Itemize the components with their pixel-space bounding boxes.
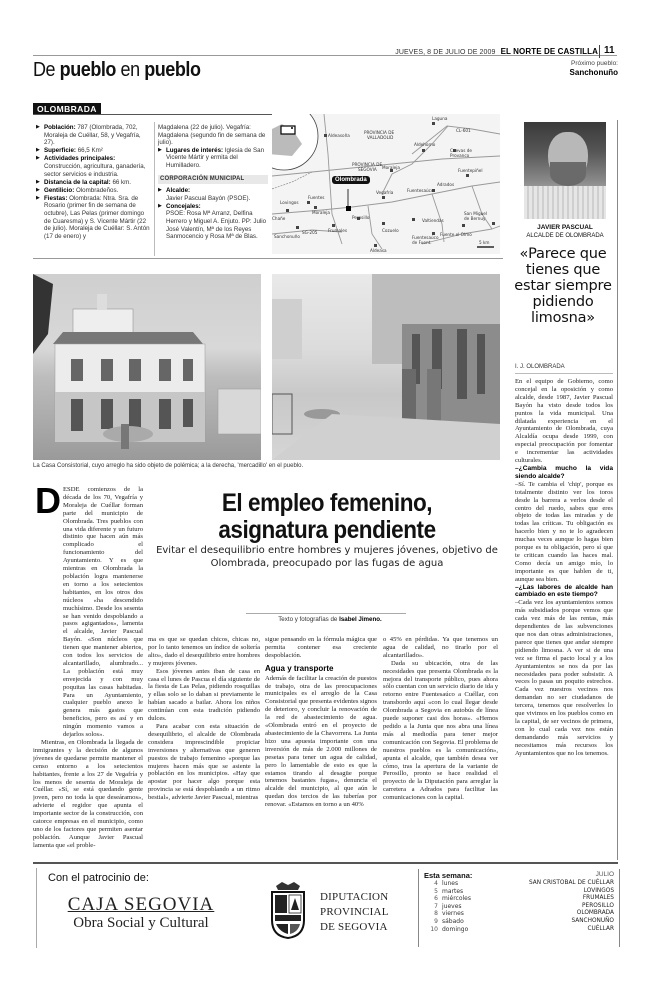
fact-continuation: Magdalena (22 de julio). Vegafría: Magdalena (segundo fin de semana de julio). (158, 124, 266, 147)
svg-text:Fuentepiñel: Fuentepiñel (458, 168, 483, 173)
svg-text:Valtiendas: Valtiendas (422, 218, 444, 223)
svg-text:San Miguel: San Miguel (464, 211, 488, 216)
schedule-row: 5 martes LOVINGOS (434, 887, 614, 895)
schedule-row: 8 viernes OLOMBRADA (434, 910, 614, 918)
corp-item: ▶ Alcalde: Javier Pascual Bayón (PSOE). (158, 187, 268, 202)
interview-question: –¿Las labores de alcalde han cambiado en este tiempo? (515, 583, 613, 599)
article-paragraph: sigue pensando en la fórmula mágica que permita contener esa creciente despoblación. (265, 636, 377, 659)
svg-text:Cuevas de: Cuevas de (450, 148, 472, 153)
svg-text:de Fuent.: de Fuent. (412, 240, 432, 245)
facts-bottom-rule (33, 258, 503, 259)
interview-intro: En el equipo de Gobierno, como concejal en la oposición y como alcalde, desde 1987, Javier Pascual Bayón ha visto desde todos los puntos la vida municipal. Una dilatada experiencia en el Ayuntamiento de Olombrada, cuya Alcaldía ocupa desde 1999, con especial preocupación por fomentar e incrementar las actividades culturales. (515, 378, 613, 465)
headline-line: El empleo femenino, (221, 489, 433, 517)
byline-prefix: Texto y fotografías de (278, 616, 338, 623)
schedule-row: 9 sábado SANCHONUÑO (434, 917, 614, 925)
svg-text:Moraleja: Moraleja (312, 210, 330, 215)
photo-caption: La Casa Consistorial, cuyo arreglo ha sido objeto de polémica; a la derecha, 'mercadillo' en el pueblo. (33, 463, 304, 469)
section-word: en (120, 59, 140, 81)
dateline (395, 47, 598, 56)
next-town (570, 59, 618, 77)
interview-answer: –Sí. Te cambia el 'chip', porque es totalmente distinto ver los toros desde la barrera a verlos desde el centro del ruedo, sabes que eres objeto de todas las miradas y de todas las críticas. Tu obligación es hacerlo bien y no te lo agradecen muchas veces aunque lo hagas bien porque es tu obligación, pero sí que te critican cuando las haces mal. Como decía un amigo mío, lo importante es que hablen de ti, aunque sea bien. (515, 480, 613, 583)
svg-text:Vegafría: Vegafría (376, 190, 394, 195)
facts-column-1 (36, 124, 152, 241)
schedule-row: 6 miércoles FRUMALES (434, 895, 614, 903)
fact-item: ▶ Distancia de la capital: 66 km. (36, 179, 152, 187)
svg-text:Cozuelo: Cozuelo (382, 228, 399, 233)
schedule-title: Esta semana: (424, 871, 473, 880)
svg-text:Fuentes: Fuentes (308, 195, 325, 200)
article-column-1 (33, 480, 143, 858)
town-tag: OLOMBRADA (33, 103, 101, 115)
dipu-line: DIPUTACION (320, 891, 389, 903)
svg-text:PROVINCIA DE: PROVINCIA DE (364, 130, 395, 135)
portrait-caption (524, 224, 606, 240)
svg-text:Adrados: Adrados (437, 182, 455, 187)
dipu-line: DE SEGOVIA (320, 921, 388, 933)
section-title (33, 59, 200, 82)
svg-text:Aldehorno: Aldehorno (414, 142, 436, 147)
article-subhead: Agua y transporte (265, 663, 334, 673)
article-paragraph: ESDE comienzos de la década de los 70, Vegafría y Moraleja de Cuéllar forman parte del municipio de Olombrada. Tres pueblos con una vida diferente y un futuro distinto que hacen aún más complicado el funcionamiento del Ayuntamiento. Y es que mientras en Olombrada la población logra mantenerse en torno a los setecientos habitantes, en los otros dos núcleos «ha descendido muchísimo. Desde los sesenta se han venido despoblando a pasos agigantados», lamenta el alcalde, Javier Pascual Bayón. «Son núcleos que tienen que mantener abiertos, con todos los servicios de alcantarillado, alumbrado... La población está muy envejecida y con muy poquitas las casas habitadas. Para un Ayuntamiento, cualquier pueblo anexo le genera más gastos que beneficios, pero es así y en ningún momento vamos a dejarlos solos». (63, 486, 143, 739)
headline-line: asignatura pendiente (218, 516, 436, 544)
byline-name: Isabel Jimeno. (339, 616, 382, 623)
location-map (272, 114, 500, 254)
dipu-line: PROVINCIAL (320, 906, 389, 918)
article-column-4 (383, 636, 498, 858)
sponsor-title: Con el patrocinio de: (48, 872, 149, 884)
caja-name: CAJA SEGOVIA (67, 894, 215, 915)
article-paragraph: Dada su ubicación, otra de las necesidades que presenta Olombrada es la mejora del transporte público, pues ahora sólo cuentan con un servicio diario de ida y retorno entre Fuentesaúco a Cuéllar, con transbordo aquí «con lo cual llegar desde Olombrada a Segovia en autobús de línea puede suponer casi dos horas». «Hemos pedido a la Junta que nos abra una línea más al mediodía para tener mejor comunicación con Segovia. El problema de nuestros pueblos es la comunicación», apunta el alcalde, que también desea ver cómo, tras la apertura de la variante de Perosillo, pronto se hace realidad el proyecto de la Diputación para arreglar la carretera a Adrados para facilitar las comunicaciones con la capital. (383, 659, 498, 802)
svg-text:Frumales: Frumales (328, 228, 348, 233)
article-paragraph: Esos jóvenes antes iban de casa en casa el lunes de Pascua el día siguiente de la fiesta de Las Pelas, pidiendo rosquillas y ellas solo se lo daban si previamente le habían sacado a bailar. Ahora los niños continúan con esta tradición pidiendo dulces. (148, 667, 260, 723)
svg-text:Fuentesaúco: Fuentesaúco (407, 188, 434, 193)
article-paragraph: o 45% en pérdidas. Ya que tenemos un agua de calidad, no tirarlo por el alcantarillado». (383, 636, 498, 659)
fact-item: ▶ Gentilicio: Olombradeños. (36, 187, 152, 195)
svg-text:Laguna: Laguna (432, 116, 448, 121)
caja-tagline: Obra Social y Cultural (73, 915, 209, 931)
svg-text:CL-601: CL-601 (456, 128, 471, 133)
next-town-label: Próximo pueblo: (571, 60, 618, 67)
svg-text:SG-205: SG-205 (302, 230, 318, 235)
interview-kicker: I. J. OLOMBRADA (515, 364, 613, 374)
page-number: 11 (599, 45, 619, 58)
svg-text:SEGOVIA: SEGOVIA (358, 167, 377, 172)
svg-text:Fuente el Olmo: Fuente el Olmo (440, 232, 472, 237)
town-hall-photo (33, 274, 261, 460)
bottom-rule (33, 862, 618, 864)
corp-item: ▶ Concejales: PSOE: Rosa Mª Arranz, Delfina Herrero y Miguel A. Enjuto. PP: Julio José Valentín, Mª de los Reyes Sanmocencio y Rosa Mª de Blas. (158, 203, 268, 241)
svg-text:Chañe: Chañe (272, 216, 286, 221)
section-word: pueblo (59, 59, 116, 81)
this-week-schedule (418, 869, 620, 947)
svg-text:PROVINCIA DE: PROVINCIA DE (352, 162, 383, 167)
facts-column-2 (158, 124, 268, 241)
diputacion-logo (320, 890, 389, 935)
schedule-row: 10 domingo CUÉLLAR (430, 925, 614, 933)
schedule-row: 7 jueves PEROSILLO (434, 902, 614, 910)
corp-heading: CORPORACIÓN MUNICIPAL (158, 175, 268, 185)
article-paragraph: Para acabar con esta situación de desequilibrio, el alcalde de Olombrada considera imprescindible propiciar inversiones y alternativas que generen puestos de trabajo femenino «porque las mujeres hacen más que se asiente la población en los municipios. «Hay que apostar por hacer algo porque esta provincia se está despoblando a un ritmo bestial», advierte Javier Pascual, mientras (148, 722, 260, 802)
fact-item: ▶ Lugares de interés: Iglesia de San Vicente Mártir y ermita del Humilladero. (158, 147, 268, 170)
schedule-month: JULIO (595, 871, 614, 878)
column-divider (154, 122, 155, 256)
svg-text:Sanchonuño: Sanchonuño (274, 234, 300, 239)
byline (180, 616, 480, 623)
pull-quote: «Parece que tienes que estar siempre pidiendo limosna» (514, 246, 612, 326)
credit-rule (246, 613, 406, 614)
portrait-role: ALCALDE DE OLOMBRADA (526, 233, 604, 239)
svg-text:Moraleja: Moraleja (382, 165, 400, 170)
drop-cap: D (35, 480, 61, 521)
date-text: JUEVES, 8 DE JULIO DE 2009 (395, 49, 496, 56)
article-subtitle: Evitar el desequilibrio entre hombres y mujeres jóvenes, objetivo de Olombrada, preocupado por las fugas de agua (156, 545, 498, 569)
map-town-label: Olombrada (332, 176, 370, 184)
interview-answer: –Cada vez los ayuntamientos somos más subsidiados porque vemos que cada vez más de las rentas, más dependientes de las subvenciones que nos dan otras administraciones, parece que tienes que andar siempre pidiendo limosna. A ver si de una vez se firma el pacto local y a los Ayuntamientos se nos da por las necesidades para poder subsistir. A veces lo pasas un poquito estrechos. Cada vez nuestros vecinos nos demandan no ser ciudadanos de tercera, tenemos que resolverles lo que vivimos en los pueblos como en la capital, de ser vecinos de primera, con lo cual cada vez nos están demandando más servicios y necesitamos más recursos los Ayuntamientos que no los tenemos. (515, 599, 613, 757)
coat-of-arms-icon (268, 880, 308, 940)
fact-item: ▶ Fiestas: Olombrada: Ntra. Sra. de Rosario (primer fin de semana de octubre), Las Pelas (primer domingo de Cuaresma) y S. Vicente Mártir (22 de julio). Moraleja de Cuéllar: S. Antón (17 de enero) y (36, 195, 152, 241)
svg-text:5 km: 5 km (479, 240, 490, 245)
article-column-3 (265, 636, 377, 858)
mayor-portrait (524, 122, 606, 219)
svg-text:VALLADOLID: VALLADOLID (367, 135, 394, 140)
caja-segovia-logo (62, 895, 220, 932)
article-headline (170, 490, 485, 544)
fact-item: ▶ Superficie: 66,5 Km² (36, 147, 152, 155)
svg-text:de Bernuy: de Bernuy (464, 216, 486, 221)
svg-text:Provanco: Provanco (450, 153, 470, 158)
section-word: pueblo (144, 59, 201, 81)
interview-column (515, 378, 613, 858)
article-paragraph: Mientras, en Olombrada la llegada de inmigrantes y la decisión de algunos jóvenes de quedarse permite mantener el censo entorno a los setecientos habitantes, frente a los 27 de Vegafría y los menos de sesenta de Moraleja de Cuéllar. «Sí, se está quedando gente joven, pero no toda la que deseáramos», advierte el regidor que apunta el importante sector de la construcción, con catorce empresas en el municipio, como uno de los factores que permiten asentar población. Aunque Javier Pascual lamenta que «el proble- (33, 739, 143, 849)
fact-item: ▶ Actividades principales: Construcción, agricultura, ganadería, sector servicios e industria. (36, 155, 152, 178)
schedule-row: 4 lunes SAN CRISTOBAL DE CUÉLLAR (434, 880, 614, 887)
section-word: De (33, 59, 56, 81)
paper-name: EL NORTE DE CASTILLA (500, 47, 598, 56)
svg-text:Perosillo: Perosillo (352, 215, 370, 220)
svg-text:Aldeasoña: Aldeasoña (328, 133, 350, 138)
article-paragraph: Además de facilitar la creación de puestos de trabajo, otra de las preocupaciones municipales es el arreglo de la Casa Consistorial que presenta evidentes signos de deterioro, y concluir la renovación de la red de abastecimiento de agua. «Olombrada entró en el proyecto de abastecimiento de la Chavorrera. La Junta hizo una apuesta importante con una inversión de más de 2.000 millones de pesetas para tener un agua de calidad, pero lo lamentable de esto es que la estamos tirando al desagüe porque tenemos bastantes fugas», denuncia el alcalde del municipio, al que aún le quedan dos tercios de las tuberías por renovar. «Estamos en torno a un 40% (265, 674, 377, 809)
article-column-2 (148, 636, 260, 858)
svg-text:Aldeasa: Aldeasa (370, 248, 387, 253)
svg-text:Fuentesaúco: Fuentesaúco (412, 235, 439, 240)
fact-item: ▶ Población: 787 (Olombrada, 702, Moraleja de Cuéllar, 58, y Vegafría, 27). (36, 124, 152, 147)
article-paragraph: ma es que se quedan chicos, chicas no, por lo tanto tenemos un índice de soltería alto», dado el desequilibrio entre hombres y mujeres jóvenes. (148, 636, 260, 667)
map-graphic (272, 114, 500, 254)
next-town-name: Sanchonuño (569, 68, 618, 77)
interview-question: –¿Cambia mucho la vida siendo alcalde? (515, 464, 613, 480)
portrait-name: JAVIER PASCUAL (537, 224, 593, 231)
column-rule (617, 120, 618, 860)
svg-text:Lovingos: Lovingos (280, 200, 299, 205)
market-photo (272, 274, 500, 460)
